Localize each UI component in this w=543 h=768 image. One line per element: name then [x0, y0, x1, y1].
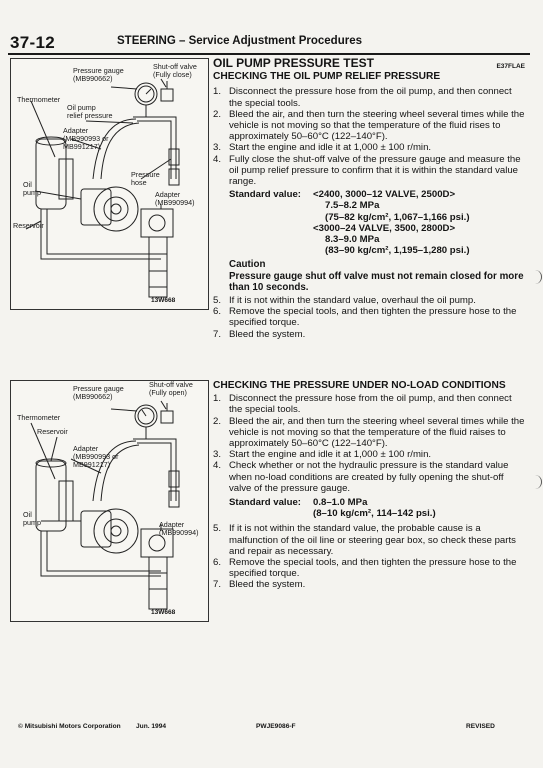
list-item: 1. Disconnect the pressure hose from the oil pump, and then connect the special tools. — [213, 393, 512, 416]
standard-value-label: Standard value: — [229, 497, 301, 509]
list-item: 4. Check whether or not the hydraulic pressure is the standard value when no-load conditions are created by fully opening the shut-off valve of the pressure gauge. — [213, 460, 509, 494]
section-heading: OIL PUMP PRESSURE TEST — [213, 56, 374, 70]
label-adapter: Adapter (MB990993 or MB991217) — [73, 444, 119, 469]
list-item: 5. If it is not within the standard value, the probable cause is a malfunction of the oil line or steering gear box, so check these parts and repair as necessary. — [213, 523, 516, 557]
label-thermometer: Thermometer — [17, 95, 61, 104]
label-thermometer: Thermometer — [17, 413, 61, 422]
standard-value-label: Standard value: — [229, 189, 301, 201]
list-item: 5. If it is not within the standard value, overhaul the oil pump. — [213, 295, 476, 307]
footer-doc-code: PWJE9086-F — [256, 723, 296, 730]
step-list — [213, 523, 525, 590]
list-item: 7. Bleed the system. — [213, 579, 306, 591]
label-pressure-gauge: Pressure gauge (MB990662) — [73, 384, 124, 401]
figure-no-load-setup — [10, 380, 209, 622]
page-number: 37-12 — [10, 33, 55, 52]
step-list — [213, 393, 525, 494]
label-oil-pump-relief-pressure: Oil pump relief pressure — [67, 103, 113, 120]
subsection-heading: CHECKING THE PRESSURE UNDER NO-LOAD CONDITIONS — [213, 380, 506, 391]
footer-copyright: © Mitsubishi Motors Corporation — [18, 723, 121, 730]
label-pressure-hose: Pressure hose — [131, 170, 160, 187]
caution-block — [213, 259, 525, 293]
standard-values: 0.8–1.0 MPa (8–10 kg/cm², 114–142 psi.) — [313, 497, 436, 520]
step-list — [213, 86, 525, 187]
binding-mark — [531, 270, 542, 284]
list-item: 7. Bleed the system. — [213, 328, 306, 340]
label-oil-pump: Oil pump — [23, 510, 41, 527]
footer-status: REVISED — [466, 723, 495, 730]
caution-heading: Caution — [229, 259, 266, 271]
standard-value-block — [213, 497, 525, 519]
label-shutoff-valve: Shut-off valve (Fully close) — [153, 62, 197, 79]
section-code: E37FLAE — [496, 63, 525, 70]
label-reservoir: Reservoir — [13, 221, 44, 230]
figure-relief-pressure-setup — [10, 58, 209, 310]
figure-code: 13W668 — [151, 609, 176, 616]
standard-value-block — [213, 189, 525, 256]
label-adapter: Adapter (MB990993 or MB991217) — [63, 126, 109, 151]
label-adapter-mb990994: Adapter (MB990994) — [155, 190, 195, 207]
label-shutoff-valve: Shut-off valve (Fully open) — [149, 380, 193, 397]
list-item: 6. Remove the special tools, and then tighten the pressure hose to the specified torque. — [213, 306, 517, 329]
label-reservoir: Reservoir — [37, 427, 68, 436]
caution-text: Pressure gauge shut off valve must not remain closed for more than 10 seconds. — [229, 270, 524, 293]
page-title: STEERING – Service Adjustment Procedures — [117, 35, 362, 47]
section-no-load-pressure — [213, 380, 525, 591]
list-item: 1. Disconnect the pressure hose from the oil pump, and then connect the special tools. — [213, 86, 512, 109]
subsection-heading: CHECKING THE OIL PUMP RELIEF PRESSURE — [213, 71, 441, 83]
figure-code: 13W668 — [151, 297, 176, 304]
label-adapter-mb990994: Adapter (MB990994) — [159, 520, 199, 537]
list-item: 3. Start the engine and idle it at 1,000 ± 100 r/min. — [213, 449, 432, 461]
header-rule — [8, 53, 530, 55]
binding-mark — [531, 475, 542, 489]
footer-date: Jun. 1994 — [136, 723, 167, 730]
list-item: 6. Remove the special tools, and then tighten the pressure hose to the specified torque. — [213, 557, 517, 580]
list-item: 2. Bleed the air, and then turn the steering wheel several times while the vehicle is not moving so that the temperature of the fluid raises to approximately 50–60°C (122–140°F). — [213, 415, 525, 450]
step-list — [213, 295, 525, 340]
list-item: 2. Bleed the air, and then turn the steering wheel several times while the vehicle is not moving so that the temperature of the fluid rises to approximately 50–60°C (122–140°F). — [213, 108, 525, 143]
label-oil-pump: Oil pump — [23, 180, 41, 197]
section-oil-pump-pressure-test — [213, 58, 525, 340]
list-item: 4. Fully close the shut-off valve of the pressure gauge and measure the oil pump relief pressure to confirm that it is within the standard value range. — [213, 153, 521, 188]
list-item: 3. Start the engine and idle it at 1,000 ± 100 r/min. — [213, 142, 432, 154]
standard-values: <2400, 3000–12 VALVE, 2500D> 7.5–8.2 MPa (75–82 kg/cm², 1,067–1,166 psi.) <3000–24 VALVE, 3500, 2800D> 8.3–9.0 MPa (83–90 kg/cm², 1,195–1,280 psi.) — [313, 189, 470, 257]
label-pressure-gauge: Pressure gauge (MB990662) — [73, 66, 124, 83]
